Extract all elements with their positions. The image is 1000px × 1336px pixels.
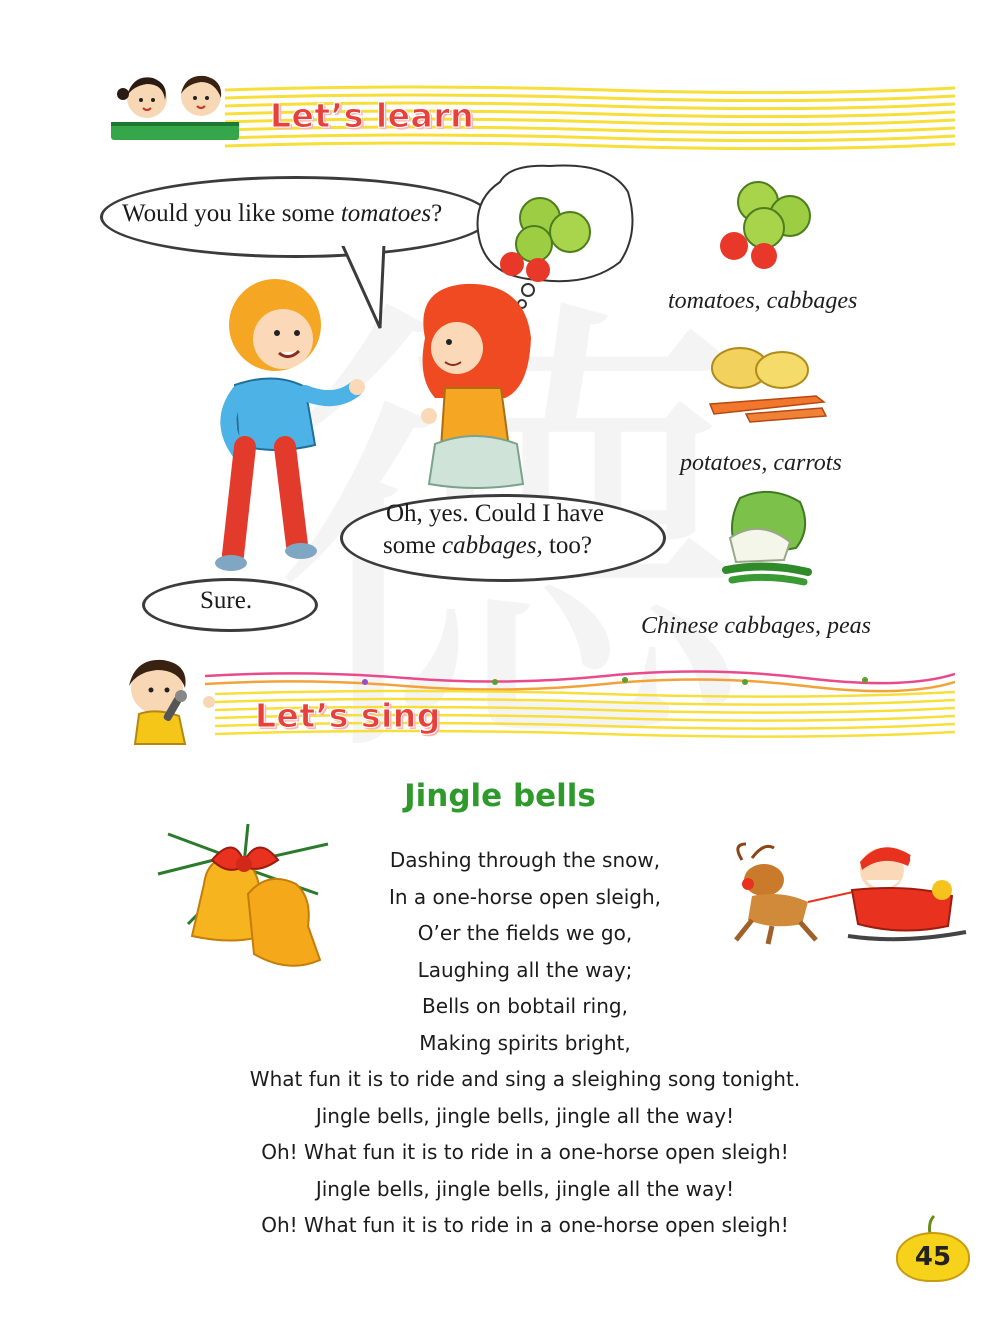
reply-line-2-start: some — [383, 532, 443, 559]
banner-music-stripes — [105, 668, 955, 738]
lets-sing-banner — [105, 668, 955, 738]
lyric-line: Jingle bells, jingle bells, jingle all the way! — [315, 1176, 735, 1201]
singing-kid-icon — [105, 656, 225, 746]
lets-sing-heading: Let’s sing — [255, 696, 441, 735]
girl-illustration — [405, 278, 535, 498]
lyric-line: Bells on bobtail ring, — [422, 994, 628, 1018]
reply-line-2 — [383, 532, 592, 560]
vocab-caption-1: tomatoes, cabbages — [668, 288, 858, 314]
tomatoes-cabbages-icon — [718, 176, 818, 271]
question-text-start: Would you like some — [122, 200, 341, 227]
lyric-line: What fun it is to ride and sing a sleighing song tonight. — [249, 1067, 801, 1091]
song-title: Jingle bells — [404, 778, 596, 814]
question-text-end: ? — [431, 200, 443, 227]
kids-reading-icon — [105, 70, 245, 150]
lyric-line: Laughing all the way; — [417, 957, 633, 982]
answer-text: Sure. — [200, 587, 253, 614]
reply-line-2-item: cabbages, — [442, 532, 543, 559]
page-number: 45 — [896, 1232, 970, 1282]
lyric-line: Jingle bells, jingle bells, jingle all the way! — [315, 1103, 735, 1128]
lyric-line: In a one-horse open sleigh, — [388, 884, 662, 909]
vocab-caption-3: Chinese cabbages, peas — [641, 613, 871, 639]
potatoes-carrots-icon — [706, 344, 830, 424]
vocab-caption-2: potatoes, carrots — [680, 450, 842, 476]
lyric-line: O’er the fields we go, — [417, 921, 633, 945]
reply-line-2-end: too? — [542, 532, 592, 559]
lyric-line: Making spirits bright, — [419, 1030, 631, 1055]
boy-illustration — [205, 275, 365, 575]
lets-learn-heading: Let’s learn — [270, 96, 475, 135]
chinese-cabbages-peas-icon — [720, 488, 814, 588]
lyric-line: Dashing through the snow, — [389, 848, 661, 872]
lets-learn-banner — [105, 82, 955, 152]
question-text — [122, 200, 442, 228]
question-text-item: tomatoes — [340, 200, 432, 227]
song-lyrics — [150, 842, 900, 1244]
lyric-line: Oh! What fun it is to ride in a one-horse open sleigh! — [261, 1213, 789, 1237]
reply-line-1: Oh, yes. Could I have — [386, 500, 605, 527]
lyric-line: Oh! What fun it is to ride in a one-horse open sleigh! — [261, 1140, 789, 1164]
